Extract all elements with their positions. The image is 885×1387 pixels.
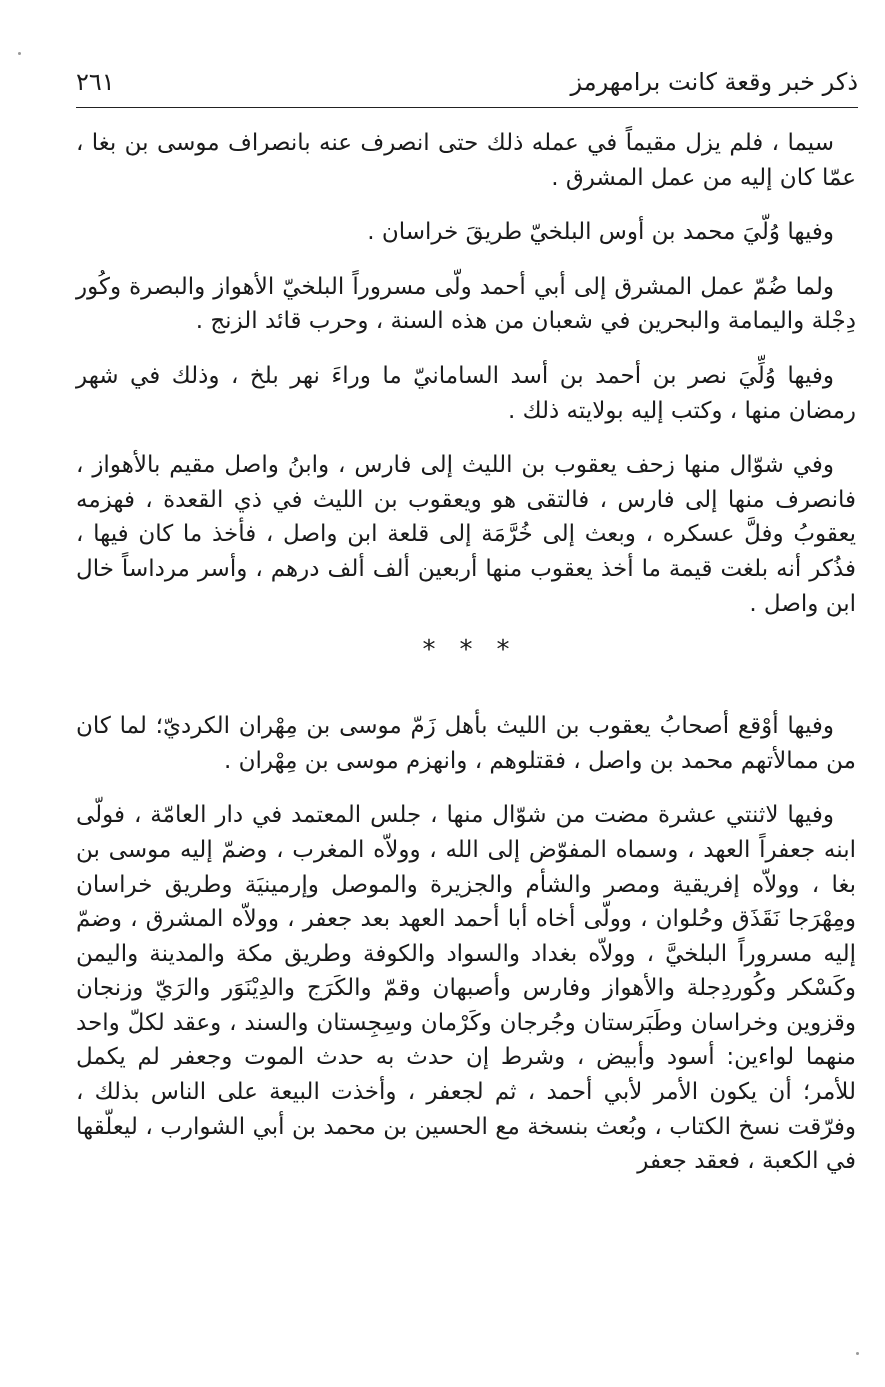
section-separator	[76, 635, 856, 665]
paragraph: وفيها وُلِّيَ نصر بن أحمد بن أسد السامانيّ ما وراءَ نهر بلخ ، وذلك في شهر رمضان منها ، وكتب إليه بولايته ذلك .	[76, 362, 856, 424]
scan-speck	[856, 1352, 859, 1355]
header-rule	[76, 107, 858, 108]
paragraph: سيما ، فلم يزل مقيماً في عمله ذلك حتى انصرف عنه بانصراف موسى بن بغا ، عمّا كان إليه من عمل المشرق .	[76, 130, 856, 191]
page-number: ٢٦١	[76, 68, 115, 96]
asterisk-mark: *	[422, 635, 460, 666]
asterisk-mark: *	[459, 635, 497, 666]
scan-speck	[18, 52, 21, 55]
paragraph: ولما ضُمّ عمل المشرق إلى أبي أحمد ولّى مسروراً البلخيّ الأهواز والبصرة وكُور دِجْلة واليمامة والبحرين في شعبان من هذه السنة ، وحرب قائد الزنج .	[76, 273, 856, 335]
running-header	[76, 62, 858, 106]
paragraph: وفيها لاثنتي عشرة مضت من شوّال منها ، جلس المعتمد في دار العامّة ، فولّى ابنه جعفراً العهد ، وسماه المفوّض إلى الله ، وولاّه المغرب ، وضمّ إليه موسى بن بغا ، وولاّه إفريقية ومصر والشأم والجزيرة والموصل وإرمينيَة وطريق خراسان ومِهْرَجا نَقَذَق وحُلوان ، وولّى أخاه أبا أحمد العهد بعد جعفر ، وولاّه المشرق ، وضمّ إليه مسروراً البلخيَّ ، وولاّه بغداد والسواد والكوفة وطريق مكة والمدينة واليمن وكَسْكر وكُوردِجلة والأهواز وفارس وأصبهان وقمّ والكَرَج والدِيْنَوَر والرَيّ وزنجان وقزوين وخراسان وطَبَرستان وجُرجان وكَرْمان وسِجِستان والسند ، وعقد لكلّ واحد منهما لواءين: أسود وأبيض ، وشرط إن حدث به حدث الموت وجعفر لم يكمل للأمر؛ أن يكون الأمر لأبي أحمد ، ثم لجعفر ، وأخذت البيعة على الناس بذلك ، وفرّقت نسخ الكتاب ، وبُعث بنسخة مع الحسين بن محمد بن أبي الشوارب ، ليعلّقها في الكعبة ، فعقد جعفر	[76, 802, 856, 1175]
paragraph: وفيها أوْقع أصحابُ يعقوب بن الليث بأهل زَمّ موسى بن مِهْران الكرديّ؛ لما كان من ممالأتهم محمد بن واصل ، فقتلوهم ، وانهزم موسى بن مِهْران .	[76, 713, 856, 774]
paragraph: وفيها وُلّيَ محمد بن أوس البلخيّ طريقَ خراسان .	[367, 219, 834, 246]
asterisk-mark: *	[496, 635, 534, 666]
page-body	[76, 126, 856, 1199]
running-title: ذكر خبر وقعة كانت برامهرمز	[570, 68, 858, 96]
paragraph: وفي شوّال منها زحف يعقوب بن الليث إلى فارس ، وابنُ واصل مقيم بالأهواز ، فانصرف منها إلى فارس ، فالتقى هو ويعقوب بن الليث في ذي القعدة ، فهزمه يعقوبُ وفلَّ عسكره ، وبعث إلى خُرَّمَة إلى قلعة ابن واصل ، فأخذ ما كان فيها ، فذُكر أنه بلغت قيمة ما أخذ يعقوب منها أربعين ألف ألف درهم ، وأسر مرداساً خال ابن واصل .	[76, 452, 856, 617]
